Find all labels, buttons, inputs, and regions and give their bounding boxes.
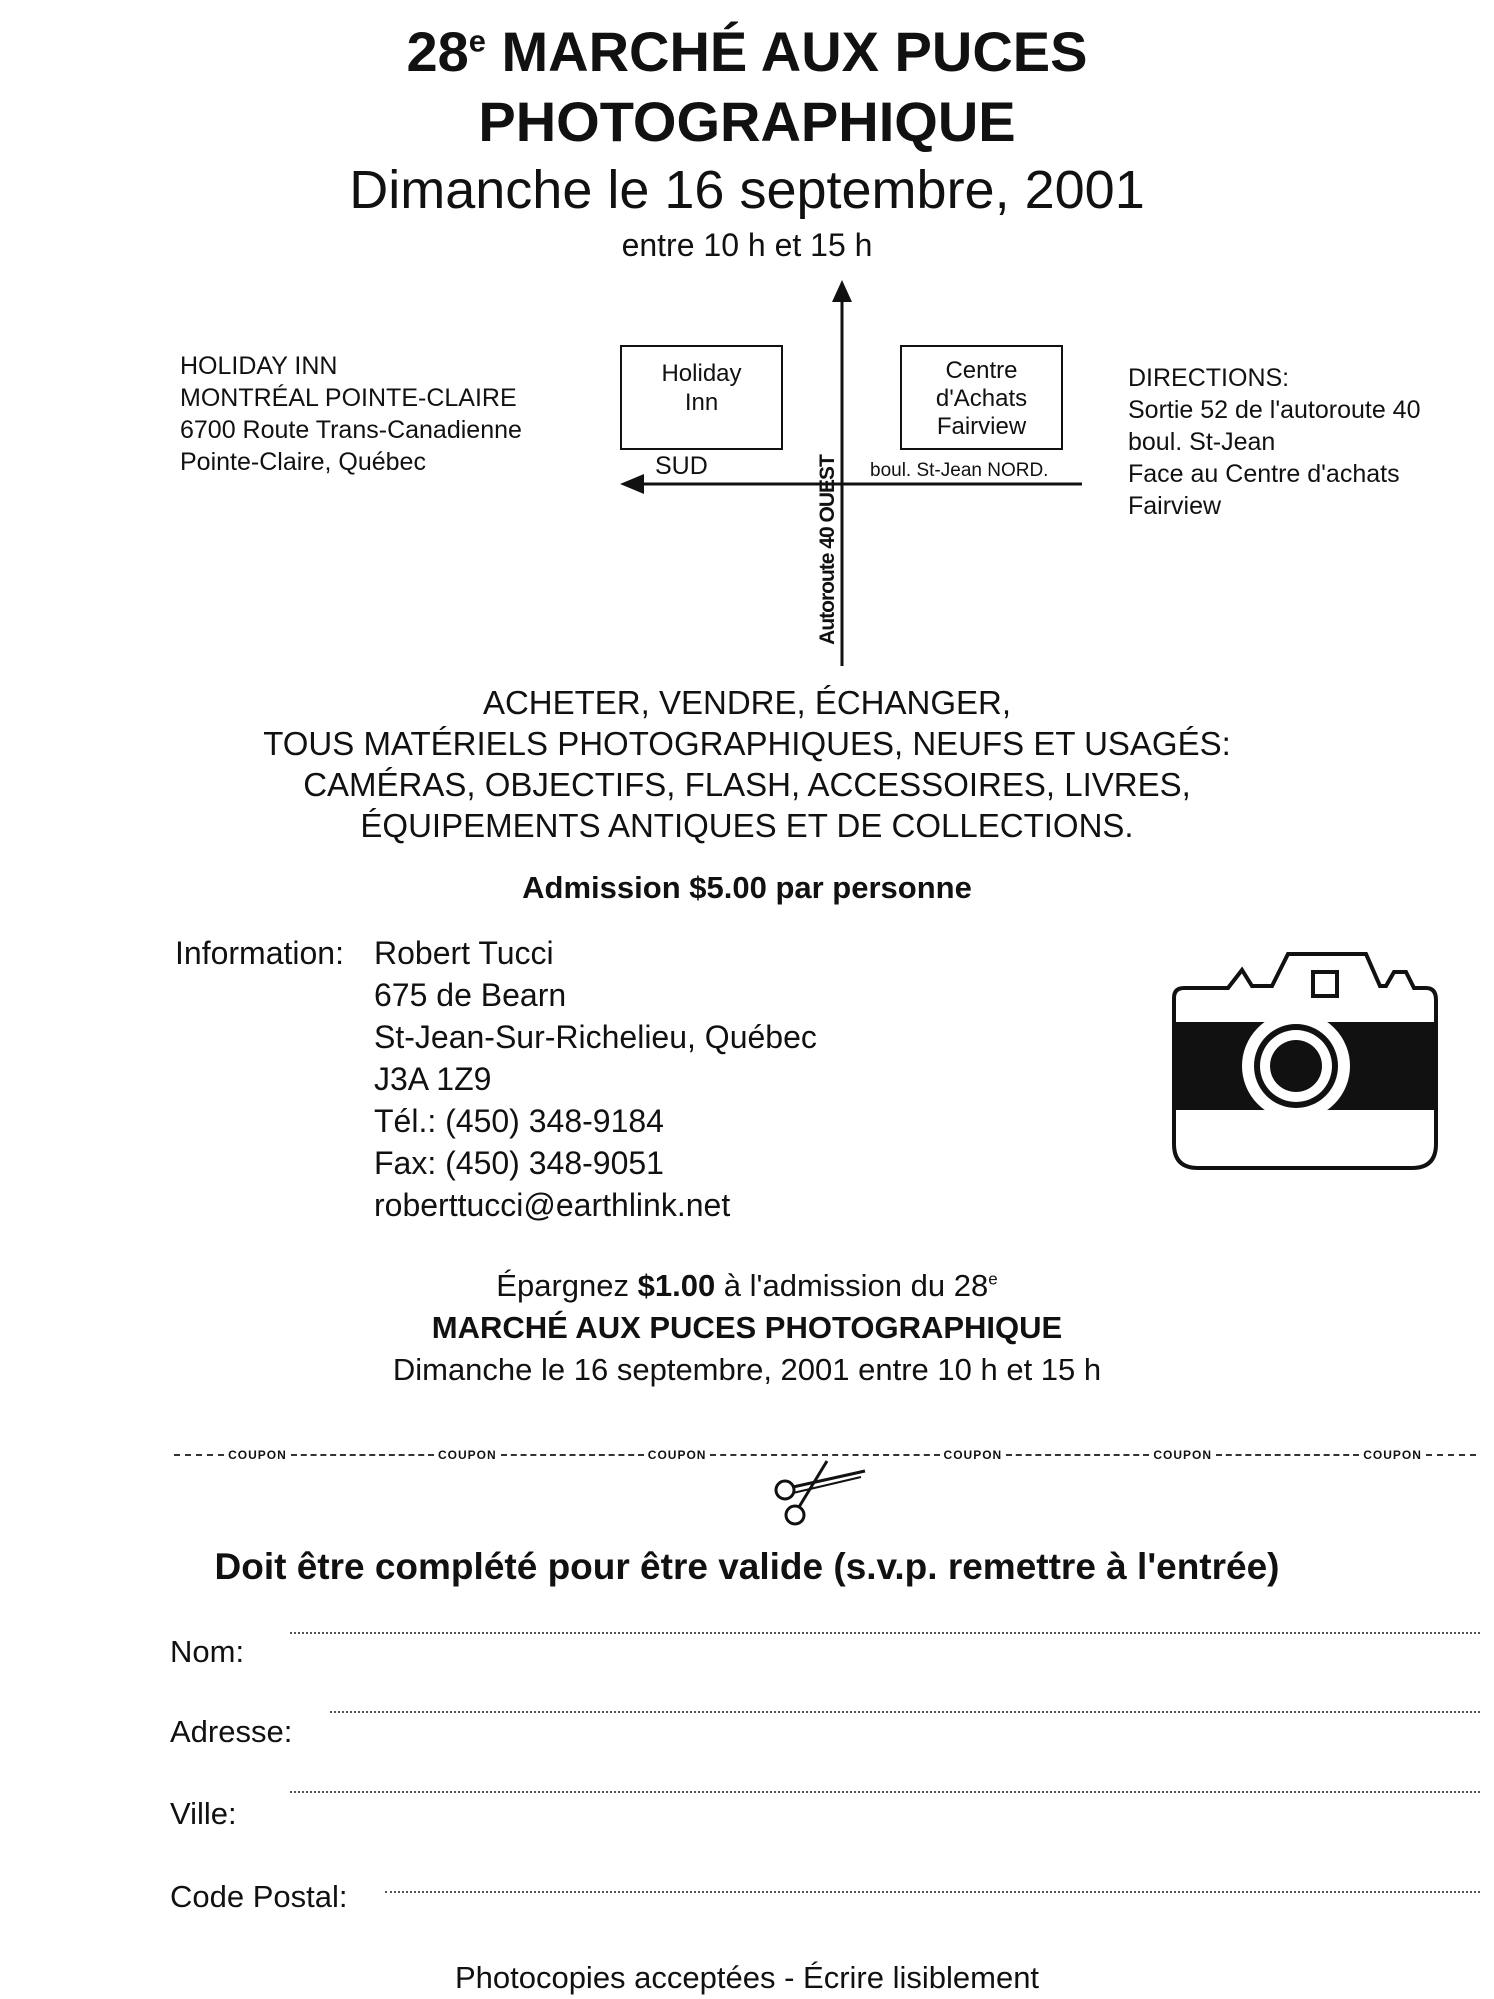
savings-pre: Épargnez bbox=[496, 1268, 638, 1303]
title-line-2: PHOTOGRAPHIQUE bbox=[478, 90, 1016, 153]
form-footer: Photocopies acceptées - Écrire lisiblement bbox=[454, 1960, 1040, 1995]
coupon-label: COUPON bbox=[228, 1448, 287, 1462]
nord-label: boul. St-Jean NORD. bbox=[870, 460, 1049, 481]
fairview-box bbox=[900, 345, 1063, 450]
location-line-4: Pointe-Claire, Québec bbox=[180, 448, 426, 476]
code-postal-field[interactable] bbox=[385, 1891, 1480, 1893]
location-line-1: HOLIDAY INN bbox=[180, 352, 338, 380]
ville-label: Ville: bbox=[170, 1796, 237, 1831]
nom-label: Nom: bbox=[170, 1634, 245, 1669]
coupon-label: COUPON bbox=[1363, 1448, 1422, 1462]
savings-post: à l'admission du 28 bbox=[715, 1268, 989, 1303]
contact-street: 675 de Bearn bbox=[374, 977, 567, 1013]
coupon-label: COUPON bbox=[1153, 1448, 1213, 1462]
holiday-box-line-1: Holiday bbox=[661, 360, 742, 387]
offer-line-2: TOUS MATÉRIELS PHOTOGRAPHIQUES, NEUFS ET USAGÉS: bbox=[263, 725, 1231, 762]
directions-line-1: Sortie 52 de l'autoroute 40 bbox=[1128, 396, 1421, 424]
centre-box-line-3: Fairview bbox=[936, 413, 1027, 440]
savings-line-2: MARCHÉ AUX PUCES PHOTOGRAPHIQUE bbox=[431, 1310, 1063, 1345]
savings-line-3: Dimanche le 16 septembre, 2001 entre 10 h et 15 h bbox=[392, 1352, 1102, 1387]
coupon-label: COUPON bbox=[943, 1448, 1003, 1462]
offer-line-4: ÉQUIPEMENTS ANTIQUES ET DE COLLECTIONS. bbox=[360, 807, 1134, 844]
contact-fax: Fax: (450) 348-9051 bbox=[374, 1145, 664, 1181]
holiday-inn-box bbox=[620, 345, 783, 450]
savings-line-1 bbox=[0, 1266, 1494, 1306]
offer-block bbox=[0, 682, 1494, 846]
edition-suffix: e bbox=[468, 23, 486, 59]
directions-line-4: Fairview bbox=[1128, 492, 1222, 520]
sud-label: SUD bbox=[655, 452, 708, 480]
centre-box-line-1: Centre bbox=[945, 357, 1018, 384]
directions-line-3: Face au Centre d'achats bbox=[1128, 460, 1400, 488]
west-arrow-head bbox=[620, 474, 644, 494]
admission-price: Admission $5.00 par personne bbox=[522, 870, 972, 905]
directions-block bbox=[1128, 362, 1420, 522]
holiday-box-line-2: Inn bbox=[684, 389, 719, 416]
form-heading: Doit être complété pour être valide (s.v.p. remettre à l'entrée) bbox=[214, 1546, 1280, 1587]
directions-heading: DIRECTIONS: bbox=[1128, 364, 1290, 392]
nom-field[interactable] bbox=[290, 1632, 1480, 1634]
contact-tel: Tél.: (450) 348-9184 bbox=[374, 1103, 664, 1139]
coupon-label: COUPON bbox=[437, 1448, 497, 1462]
event-date: Dimanche le 16 septembre, 2001 bbox=[349, 160, 1145, 220]
contact-block bbox=[374, 932, 817, 1226]
event-hours: entre 10 h et 15 h bbox=[621, 227, 873, 263]
centre-box-line-2: d'Achats bbox=[935, 385, 1028, 412]
contact-label: Information: bbox=[175, 935, 344, 971]
code-postal-label: Code Postal: bbox=[170, 1879, 348, 1914]
scissors-icon bbox=[765, 1455, 875, 1530]
directions-line-2: boul. St-Jean bbox=[1128, 428, 1276, 456]
coupon-label: COUPON bbox=[647, 1448, 707, 1462]
contact-postal: J3A 1Z9 bbox=[374, 1061, 492, 1097]
adresse-label: Adresse: bbox=[170, 1714, 293, 1749]
north-arrow-head bbox=[832, 280, 852, 302]
offer-line-3: CAMÉRAS, OBJECTIFS, FLASH, ACCESSOIRES, LIVRES, bbox=[303, 766, 1191, 803]
adresse-field[interactable] bbox=[330, 1711, 1480, 1713]
savings-post-sup: e bbox=[988, 1269, 998, 1289]
savings-amount: $1.00 bbox=[637, 1268, 716, 1303]
contact-email: roberttucci@earthlink.net bbox=[374, 1187, 731, 1223]
location-line-3: 6700 Route Trans-Canadienne bbox=[180, 416, 522, 444]
camera-icon bbox=[1170, 948, 1440, 1172]
ville-field[interactable] bbox=[290, 1791, 1480, 1793]
location-line-2: MONTRÉAL POINTE-CLAIRE bbox=[180, 384, 517, 412]
title-line-1-text: MARCHÉ AUX PUCES bbox=[501, 20, 1088, 83]
highway-label: Autoroute 40 OUEST bbox=[816, 455, 839, 645]
contact-name: Robert Tucci bbox=[374, 935, 554, 971]
edition-number: 28 bbox=[406, 20, 469, 83]
offer-line-1: ACHETER, VENDRE, ÉCHANGER, bbox=[482, 684, 1012, 721]
contact-city: St-Jean-Sur-Richelieu, Québec bbox=[374, 1019, 817, 1055]
